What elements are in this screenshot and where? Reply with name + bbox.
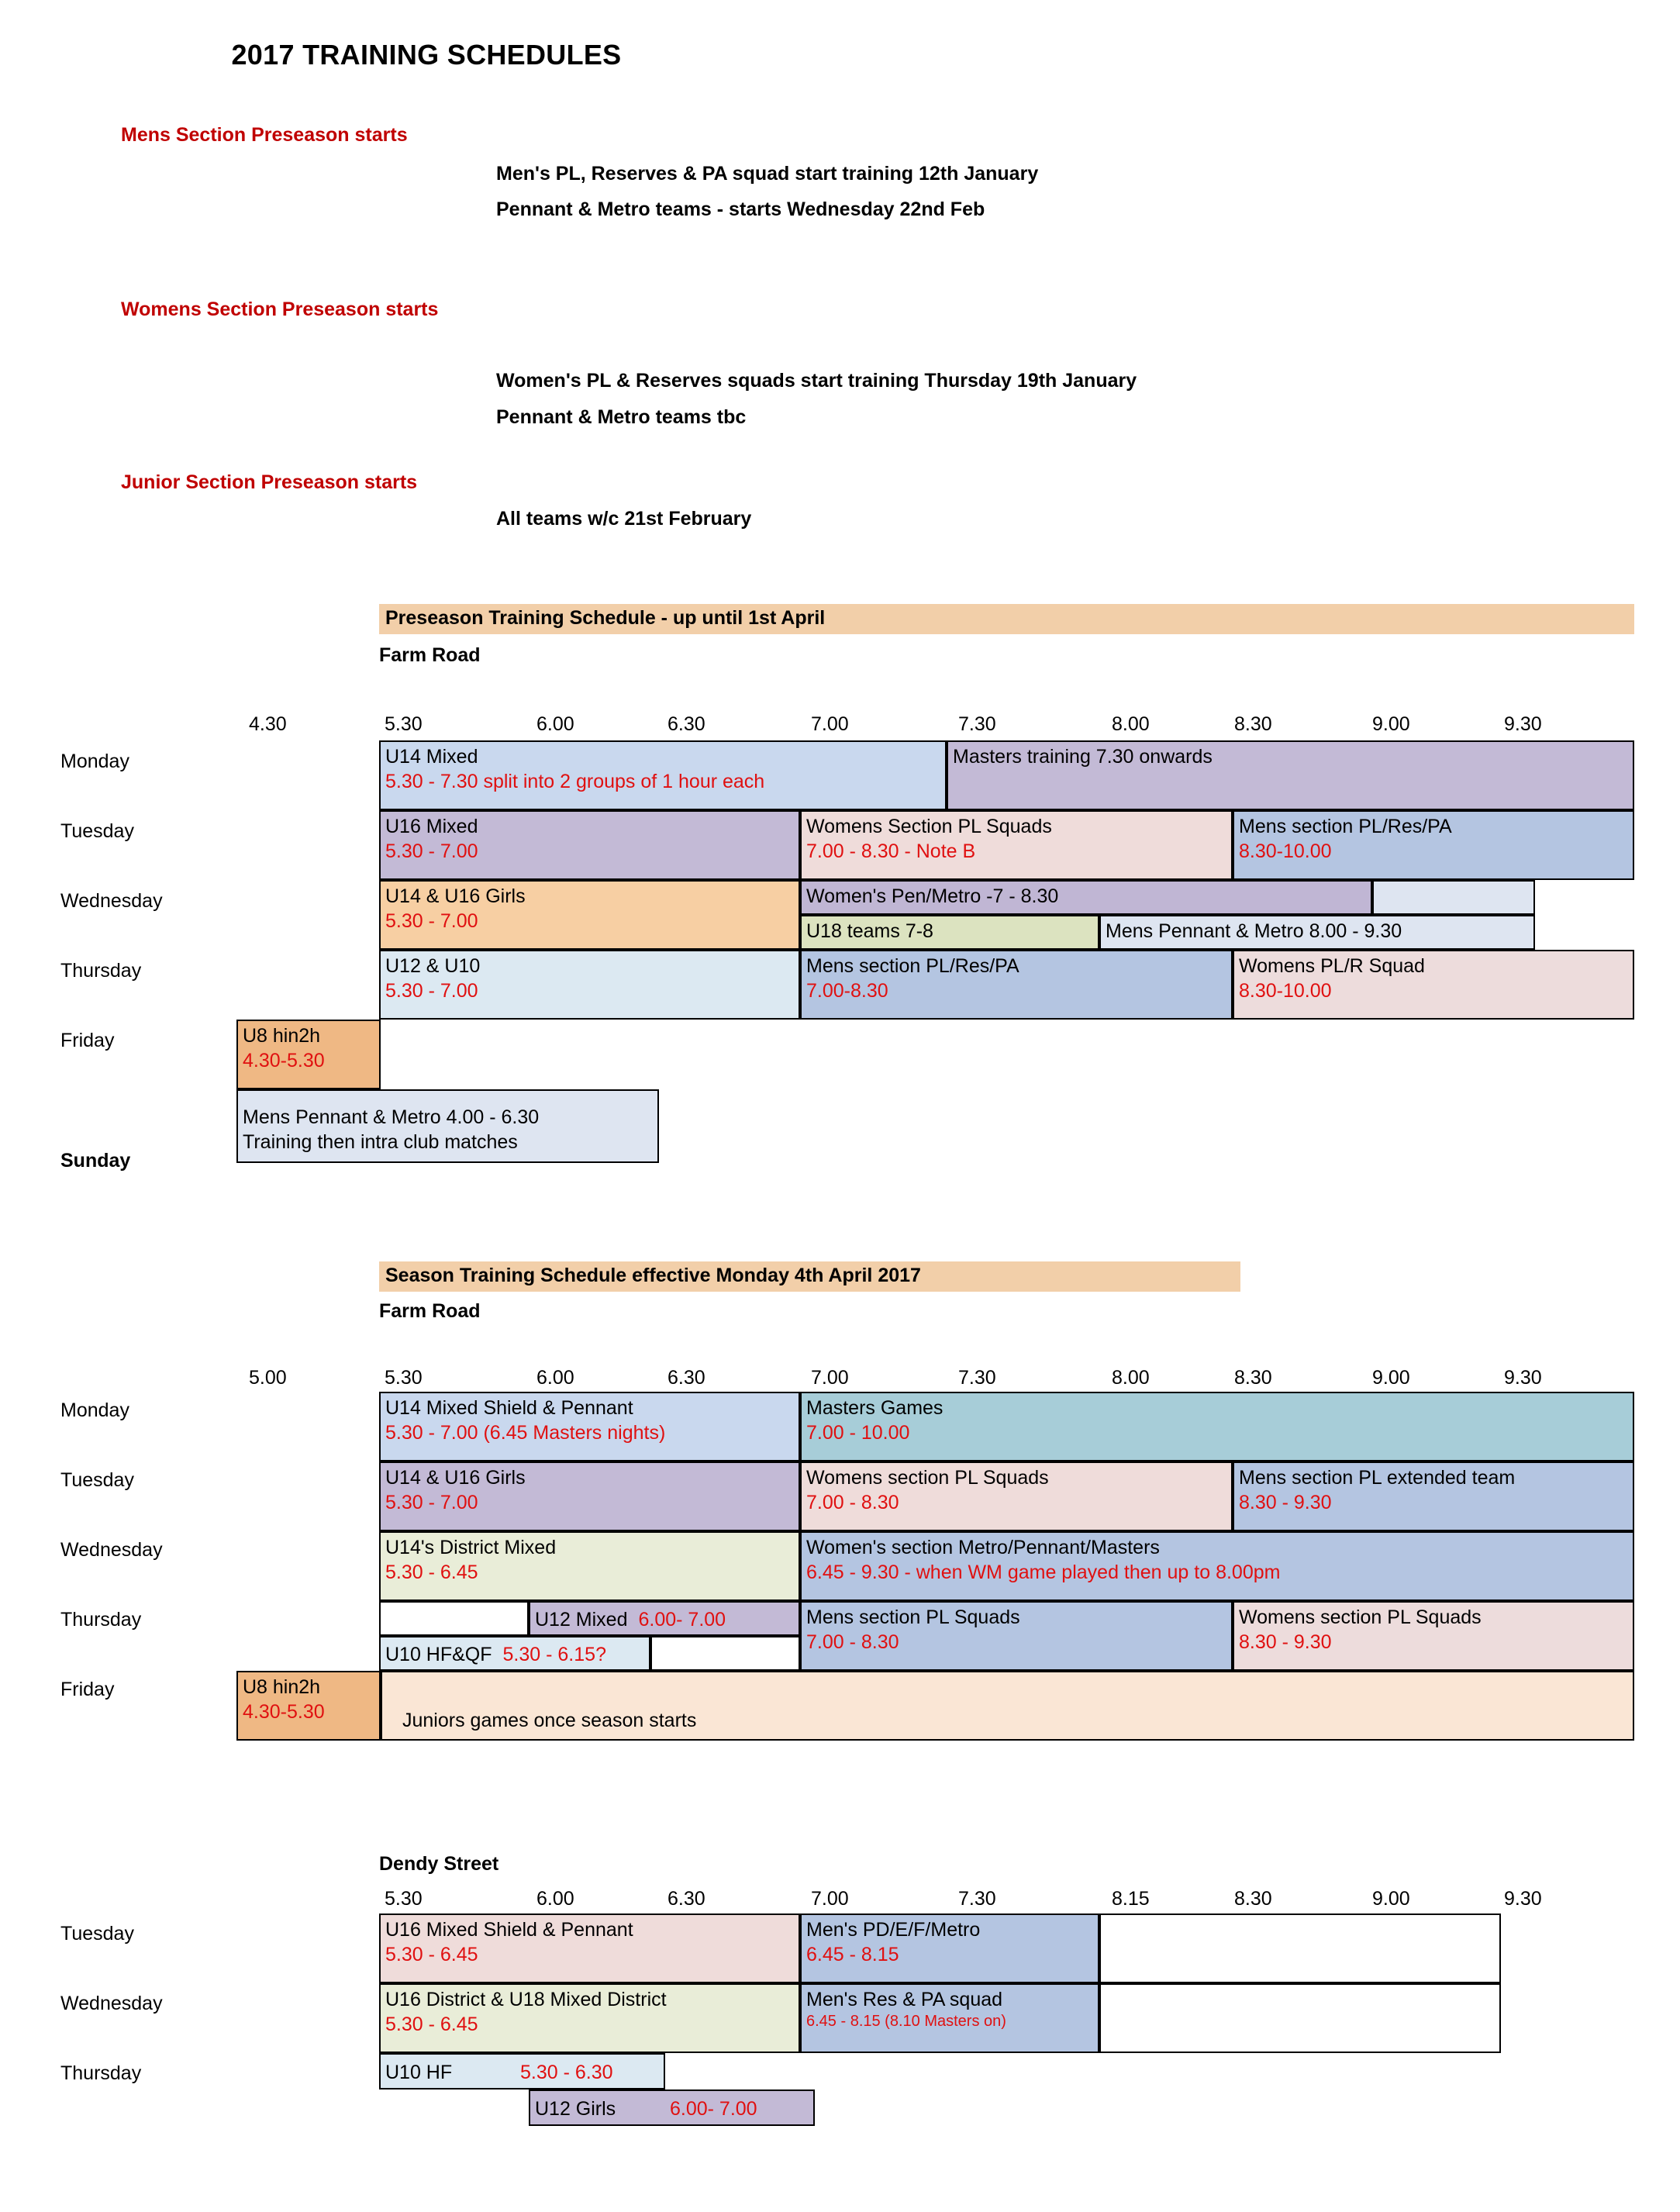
day-label-thursday: Thursday — [60, 960, 142, 982]
dendy-time-axis — [0, 1888, 1680, 1914]
tick-5-30: 5.30 — [385, 1367, 423, 1389]
tick-5-30: 5.30 — [385, 713, 423, 735]
cell-s-tue-womens-pl-squads[interactable]: Womens section PL Squads 7.00 - 8.30 — [800, 1461, 1233, 1531]
cell-sun-mens-pennant-metro[interactable]: Mens Pennant & Metro 4.00 - 6.30 Training then intra club matches — [236, 1089, 659, 1163]
cell-s-mon-u14-shield-pennant[interactable]: U14 Mixed Shield & Pennant 5.30 - 7.00 (6.45 Masters nights) — [379, 1392, 800, 1461]
cell-wed-womens-pen-metro[interactable]: Women's Pen/Metro -7 - 8.30 — [800, 880, 1372, 915]
tick-5-30: 5.30 — [385, 1888, 423, 1910]
preseason-venue: Farm Road — [379, 644, 481, 666]
day-label-sunday: Sunday — [60, 1150, 131, 1172]
cell-s-wed-womens-metro-pennant-masters[interactable]: Women's section Metro/Pennant/Masters 6.45 - 9.30 - when WM game played then up to 8.00pm — [800, 1531, 1634, 1601]
tick-7-30: 7.30 — [958, 713, 996, 735]
cell-d-thu-u12-girls[interactable]: U12 Girls 6.00- 7.00 — [529, 2089, 815, 2126]
day-label-monday-season: Monday — [60, 1399, 129, 1421]
tick-9-00: 9.00 — [1372, 1367, 1410, 1389]
day-label-wednesday-dendy: Wednesday — [60, 1993, 163, 2014]
cell-d-tue-mens-pd-e-f-metro[interactable]: Men's PD/E/F/Metro 6.45 - 8.15 — [800, 1914, 1099, 1983]
day-label-tuesday: Tuesday — [60, 820, 134, 842]
tick-5-00: 5.00 — [249, 1367, 287, 1389]
day-label-friday-season: Friday — [60, 1679, 115, 1700]
cell-s-wed-u14-district-mixed[interactable]: U14's District Mixed 5.30 - 6.45 — [379, 1531, 800, 1601]
cell-tue-mens-pl-res-pa[interactable]: Mens section PL/Res/PA 8.30-10.00 — [1233, 810, 1634, 880]
tick-6-30: 6.30 — [668, 1888, 705, 1910]
womens-preseason-heading: Womens Section Preseason starts — [121, 298, 439, 320]
cell-s-tue-mens-pl-extended[interactable]: Mens section PL extended team 8.30 - 9.30 — [1233, 1461, 1634, 1531]
cell-thu-womens-pl-r-squad[interactable]: Womens PL/R Squad 8.30-10.00 — [1233, 950, 1634, 1020]
cell-thu-u12-u10[interactable]: U12 & U10 5.30 - 7.00 — [379, 950, 800, 1020]
season-time-axis — [0, 1367, 1680, 1393]
cell-s-tue-u14-u16-girls[interactable]: U14 & U16 Girls 5.30 - 7.00 — [379, 1461, 800, 1531]
tick-6-30: 6.30 — [668, 1367, 705, 1389]
cell-d-thu-u10-hf[interactable]: U10 HF 5.30 - 6.30 — [379, 2053, 665, 2089]
cell-s-mon-masters-games[interactable]: Masters Games 7.00 - 10.00 — [800, 1392, 1634, 1461]
cell-wed-spacer — [1372, 880, 1535, 915]
tick-6-00: 6.00 — [536, 1367, 574, 1389]
cell-wed-mens-pennant-metro[interactable]: Mens Pennant & Metro 8.00 - 9.30 — [1099, 915, 1535, 950]
cell-s-fri-u8-hin2h[interactable]: U8 hin2h 4.30-5.30 — [236, 1671, 381, 1741]
tick-8-30: 8.30 — [1234, 1367, 1272, 1389]
tick-7-00: 7.00 — [811, 1367, 849, 1389]
day-label-wednesday: Wednesday — [60, 890, 163, 912]
tick-8-30: 8.30 — [1234, 713, 1272, 735]
tick-9-30: 9.30 — [1504, 1367, 1542, 1389]
tick-9-00: 9.00 — [1372, 1888, 1410, 1910]
day-label-friday: Friday — [60, 1030, 115, 1051]
junior-preseason-line-1: All teams w/c 21st February — [496, 508, 752, 530]
cell-s-fri-juniors-games[interactable]: Juniors games once season starts — [381, 1671, 1634, 1741]
cell-wed-u14-u16-girls[interactable]: U14 & U16 Girls 5.30 - 7.00 — [379, 880, 800, 950]
cell-s-thu-u12-mixed[interactable]: U12 Mixed 6.00- 7.00 — [529, 1601, 800, 1636]
cell-fri-u8-hin2h[interactable]: U8 hin2h 4.30-5.30 — [236, 1020, 381, 1089]
preseason-banner: Preseason Training Schedule - up until 1st April — [379, 604, 1634, 634]
cell-d-tue-empty — [1099, 1914, 1501, 1983]
dendy-venue: Dendy Street — [379, 1853, 499, 1875]
cell-d-wed-mens-res-pa[interactable]: Men's Res & PA squad 6.45 - 8.15 (8.10 Masters on) — [800, 1983, 1099, 2053]
tick-6-30: 6.30 — [668, 713, 705, 735]
tick-8-15: 8.15 — [1112, 1888, 1150, 1910]
womens-preseason-line-1: Women's PL & Reserves squads start training Thursday 19th January — [496, 370, 1137, 392]
womens-preseason-line-2: Pennant & Metro teams tbc — [496, 406, 747, 428]
tick-9-30: 9.30 — [1504, 1888, 1542, 1910]
day-label-monday: Monday — [60, 751, 129, 772]
cell-mon-masters[interactable]: Masters training 7.30 onwards — [947, 740, 1634, 810]
tick-7-00: 7.00 — [811, 713, 849, 735]
mens-preseason-heading: Mens Section Preseason starts — [121, 124, 408, 146]
tick-9-30: 9.30 — [1504, 713, 1542, 735]
page-title: 2017 TRAINING SCHEDULES — [231, 39, 622, 71]
junior-preseason-heading: Junior Section Preseason starts — [121, 471, 418, 493]
cell-s-thu-blank-right — [650, 1636, 800, 1671]
tick-6-00: 6.00 — [536, 1888, 574, 1910]
day-label-thursday-dendy: Thursday — [60, 2062, 142, 2084]
tick-7-00: 7.00 — [811, 1888, 849, 1910]
tick-6-00: 6.00 — [536, 713, 574, 735]
day-label-tuesday-season: Tuesday — [60, 1469, 134, 1491]
day-label-thursday-season: Thursday — [60, 1609, 142, 1631]
tick-8-00: 8.00 — [1112, 1367, 1150, 1389]
tick-9-00: 9.00 — [1372, 713, 1410, 735]
season-banner: Season Training Schedule effective Monday 4th April 2017 — [379, 1261, 1240, 1292]
cell-d-tue-u16-shield-pennant[interactable]: U16 Mixed Shield & Pennant 5.30 - 6.45 — [379, 1914, 800, 1983]
cell-s-thu-womens-pl-squads[interactable]: Womens section PL Squads 8.30 - 9.30 — [1233, 1601, 1634, 1671]
cell-tue-womens-pl[interactable]: Womens Section PL Squads 7.00 - 8.30 - Note B — [800, 810, 1233, 880]
mens-preseason-line-2: Pennant & Metro teams - starts Wednesday 22nd Feb — [496, 198, 985, 220]
cell-d-wed-empty — [1099, 1983, 1501, 2053]
cell-thu-mens-pl-res-pa[interactable]: Mens section PL/Res/PA 7.00-8.30 — [800, 950, 1233, 1020]
cell-mon-u14-mixed[interactable]: U14 Mixed 5.30 - 7.30 split into 2 groups of 1 hour each — [379, 740, 947, 810]
day-label-wednesday-season: Wednesday — [60, 1539, 163, 1561]
cell-s-thu-u10-hf-qf[interactable]: U10 HF&QF 5.30 - 6.15? — [379, 1636, 650, 1671]
cell-s-thu-blank-left — [379, 1601, 529, 1636]
tick-8-00: 8.00 — [1112, 713, 1150, 735]
cell-d-wed-u16-u18-district[interactable]: U16 District & U18 Mixed District 5.30 - 6.45 — [379, 1983, 800, 2053]
tick-4-30: 4.30 — [249, 713, 287, 735]
tick-7-30: 7.30 — [958, 1888, 996, 1910]
cell-s-thu-mens-pl-squads[interactable]: Mens section PL Squads 7.00 - 8.30 — [800, 1601, 1233, 1671]
preseason-time-axis — [0, 713, 1680, 740]
season-venue: Farm Road — [379, 1300, 481, 1322]
cell-tue-u16-mixed[interactable]: U16 Mixed 5.30 - 7.00 — [379, 810, 800, 880]
tick-8-30: 8.30 — [1234, 1888, 1272, 1910]
mens-preseason-line-1: Men's PL, Reserves & PA squad start training 12th January — [496, 163, 1039, 185]
cell-wed-u18-teams[interactable]: U18 teams 7-8 — [800, 915, 1099, 950]
day-label-tuesday-dendy: Tuesday — [60, 1923, 134, 1945]
tick-7-30: 7.30 — [958, 1367, 996, 1389]
